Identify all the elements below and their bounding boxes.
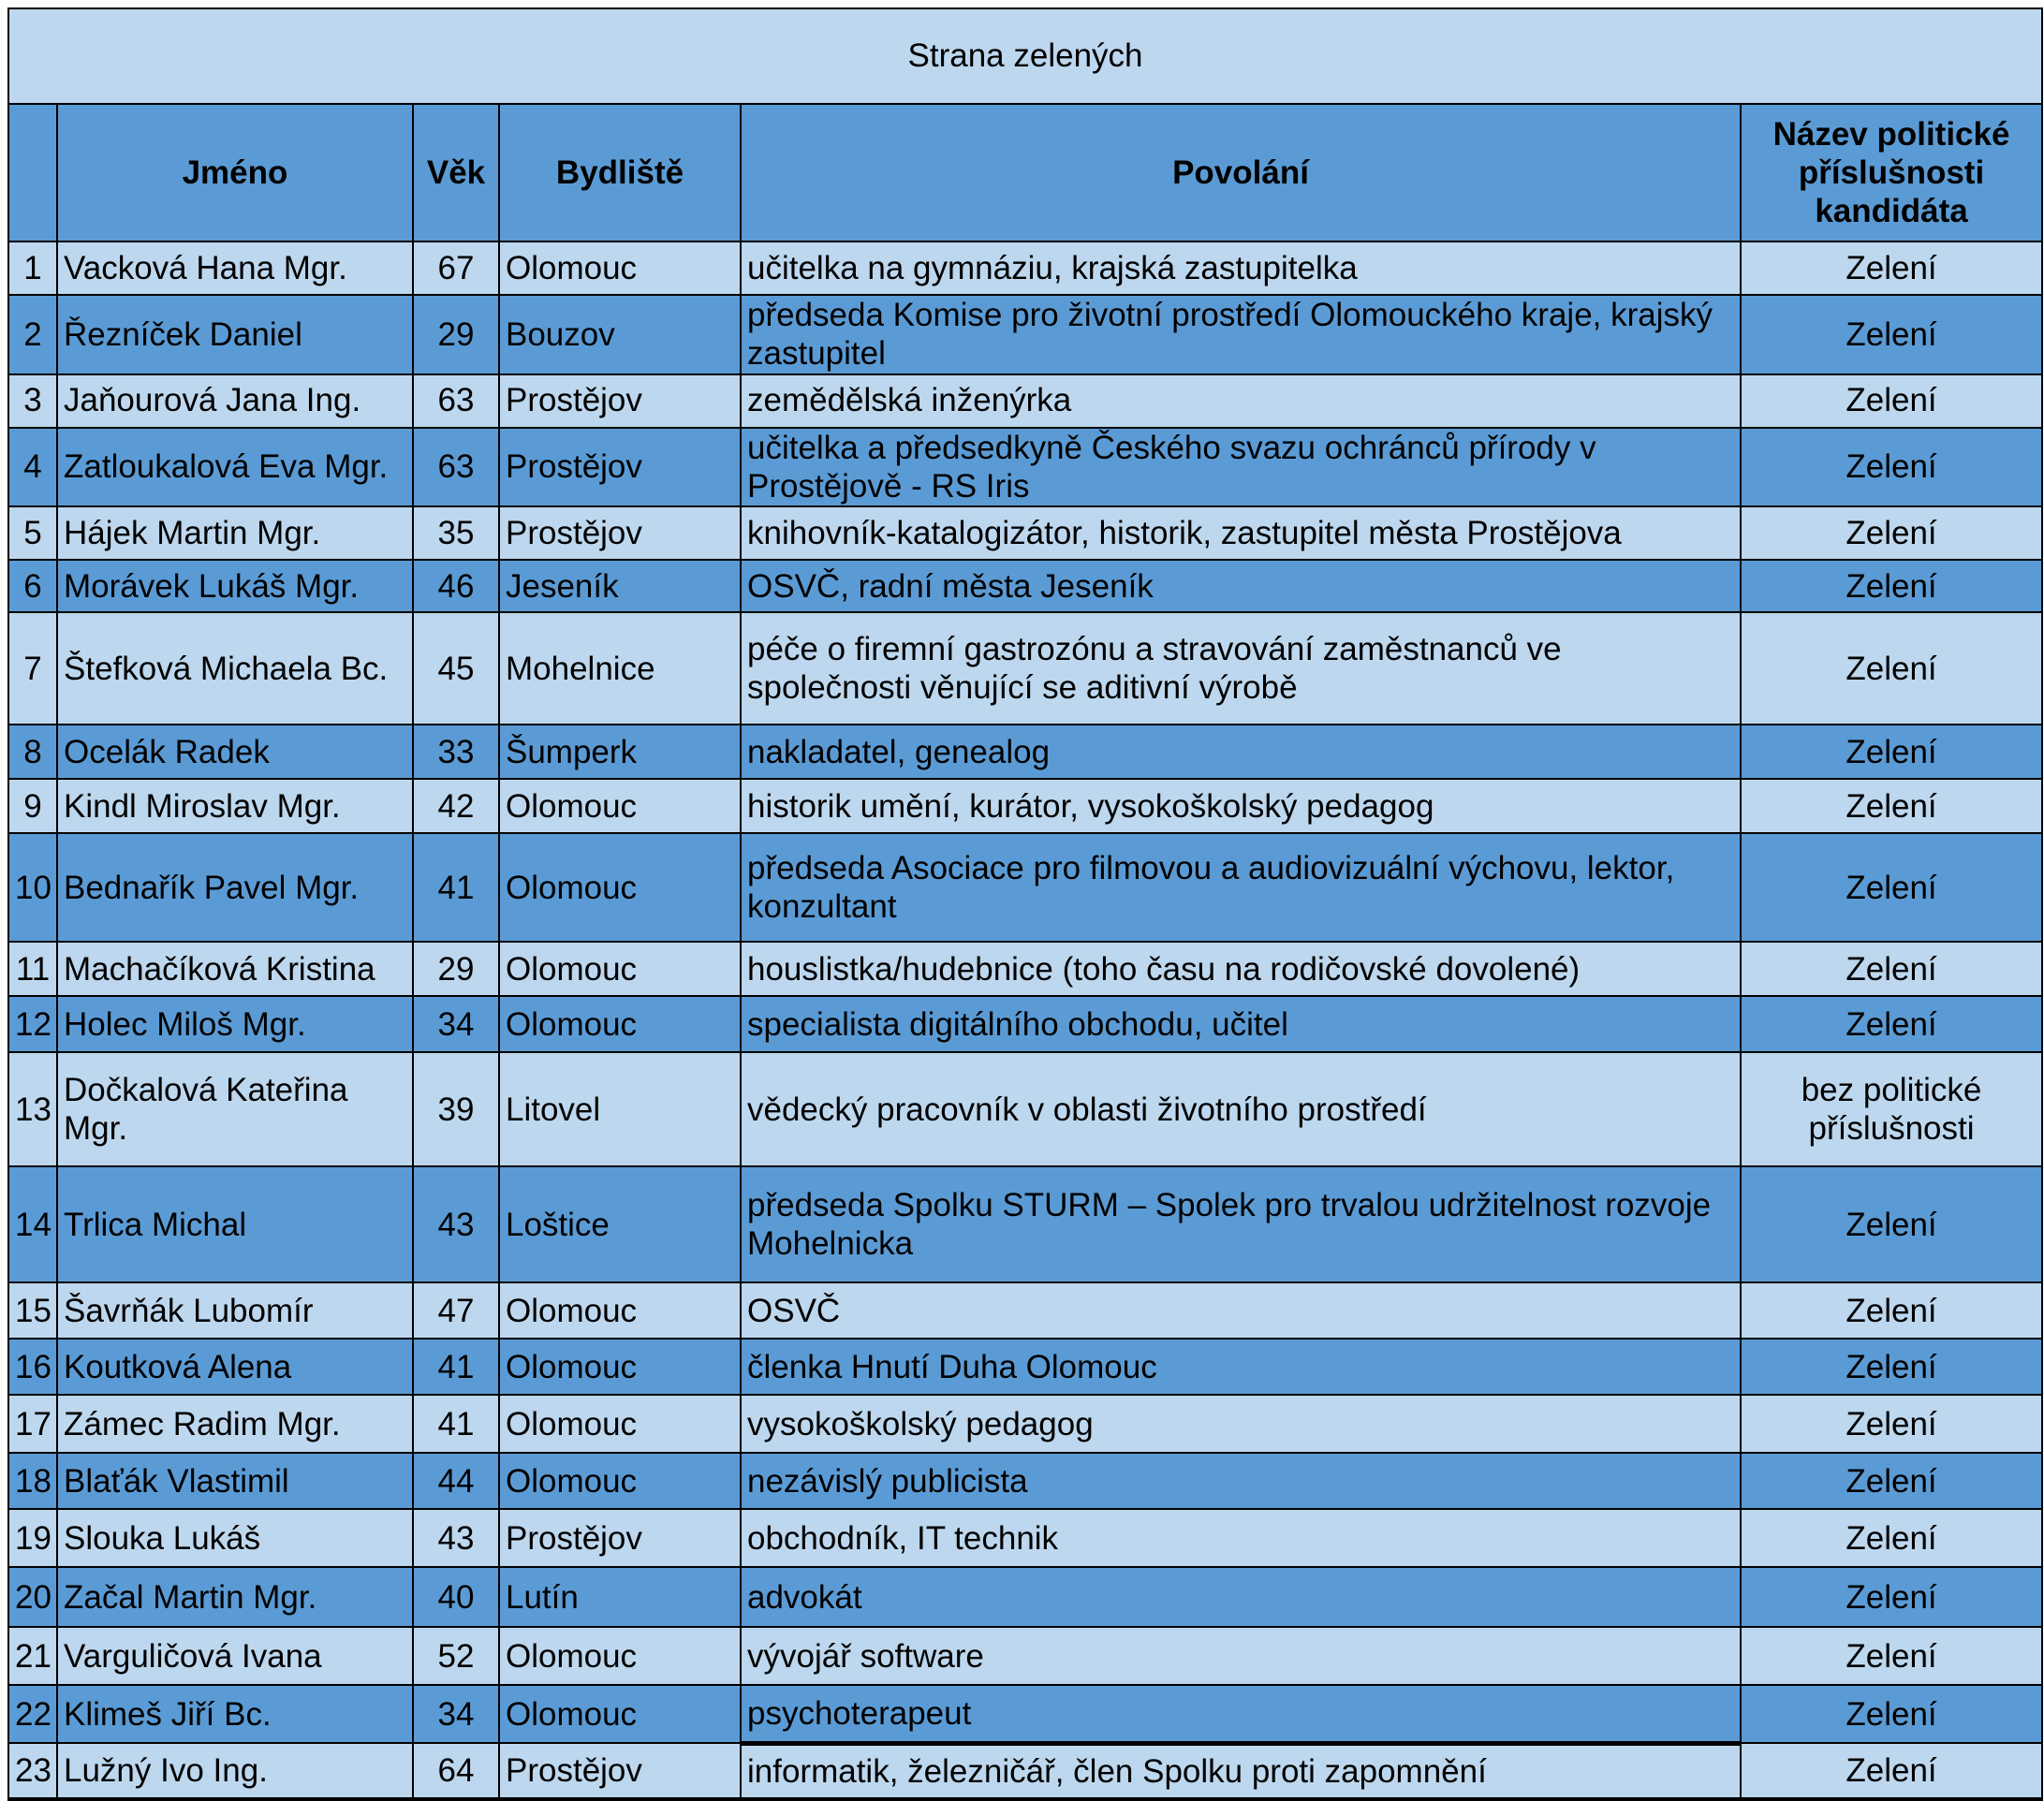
candidate-occupation: advokát	[741, 1567, 1741, 1627]
candidate-occupation: obchodník, IT technik	[741, 1509, 1741, 1567]
candidate-age: 52	[413, 1627, 499, 1685]
candidate-affiliation: Zelení	[1741, 833, 2042, 942]
candidate-name: Machačíková Kristina	[57, 942, 413, 996]
candidate-age: 44	[413, 1453, 499, 1509]
row-number: 3	[8, 374, 57, 428]
candidate-name: Kindl Miroslav Mgr.	[57, 779, 413, 833]
candidate-affiliation: Zelení	[1741, 506, 2042, 560]
header-name: Jméno	[57, 104, 413, 242]
table-row	[8, 1627, 2042, 1685]
candidate-occupation: houslistka/hudebnice (toho času na rodičovské dovolené)	[741, 942, 1741, 996]
row-number: 4	[8, 428, 57, 507]
candidate-name: Blaťák Vlastimil	[57, 1453, 413, 1509]
candidate-name: Klimeš Jiří Bc.	[57, 1685, 413, 1743]
table-row	[8, 1395, 2042, 1453]
candidate-age: 33	[413, 725, 499, 779]
candidate-residence: Olomouc	[499, 996, 741, 1052]
candidate-residence: Olomouc	[499, 1339, 741, 1395]
header-row	[8, 104, 2042, 242]
candidate-age: 43	[413, 1166, 499, 1282]
row-number: 16	[8, 1339, 57, 1395]
table-row	[8, 942, 2042, 996]
candidate-age: 41	[413, 1395, 499, 1453]
candidate-occupation: nakladatel, genealog	[741, 725, 1741, 779]
candidate-name: Dočkalová Kateřina Mgr.	[57, 1052, 413, 1166]
row-number: 6	[8, 560, 57, 612]
table-row	[8, 996, 2042, 1052]
candidate-age: 41	[413, 1339, 499, 1395]
candidate-occupation: specialista digitálního obchodu, učitel	[741, 996, 1741, 1052]
table-row	[8, 1509, 2042, 1567]
row-number: 2	[8, 295, 57, 374]
table-row	[8, 1052, 2042, 1166]
candidate-residence: Olomouc	[499, 1627, 741, 1685]
candidate-occupation: nezávislý publicista	[741, 1453, 1741, 1509]
row-number: 9	[8, 779, 57, 833]
candidate-name: Zatloukalová Eva Mgr.	[57, 428, 413, 507]
candidate-affiliation: Zelení	[1741, 1166, 2042, 1282]
candidate-affiliation: Zelení	[1741, 942, 2042, 996]
candidate-affiliation: Zelení	[1741, 1509, 2042, 1567]
candidate-occupation: učitelka na gymnáziu, krajská zastupitelka	[741, 242, 1741, 295]
title-row	[8, 8, 2042, 104]
row-number: 22	[8, 1685, 57, 1743]
row-number: 21	[8, 1627, 57, 1685]
candidate-affiliation: Zelení	[1741, 1567, 2042, 1627]
row-number: 10	[8, 833, 57, 942]
row-number: 5	[8, 506, 57, 560]
candidate-residence: Olomouc	[499, 942, 741, 996]
candidate-affiliation: Zelení	[1741, 1453, 2042, 1509]
candidate-name: Jaňourová Jana Ing.	[57, 374, 413, 428]
candidate-name: Šavrňák Lubomír	[57, 1282, 413, 1339]
candidate-residence: Prostějov	[499, 374, 741, 428]
candidate-age: 42	[413, 779, 499, 833]
row-number: 19	[8, 1509, 57, 1567]
header-number	[8, 104, 57, 242]
header-political-affiliation: Název politické příslušnosti kandidáta	[1741, 104, 2042, 242]
row-number: 23	[8, 1743, 57, 1799]
candidate-affiliation: Zelení	[1741, 428, 2042, 507]
candidate-age: 47	[413, 1282, 499, 1339]
candidate-occupation: vysokoškolský pedagog	[741, 1395, 1741, 1453]
row-number: 17	[8, 1395, 57, 1453]
candidate-occupation: OSVČ, radní města Jeseník	[741, 560, 1741, 612]
candidate-occupation: knihovník-katalogizátor, historik, zastupitel města Prostějova	[741, 506, 1741, 560]
candidate-affiliation: Zelení	[1741, 725, 2042, 779]
table-row	[8, 1282, 2042, 1339]
candidate-residence: Olomouc	[499, 1282, 741, 1339]
candidate-affiliation: Zelení	[1741, 1339, 2042, 1395]
candidate-occupation: OSVČ	[741, 1282, 1741, 1339]
candidate-residence: Lutín	[499, 1567, 741, 1627]
header-age: Věk	[413, 104, 499, 242]
candidate-name: Lužný Ivo Ing.	[57, 1743, 413, 1799]
table-row	[8, 612, 2042, 725]
table-row	[8, 1339, 2042, 1395]
candidate-occupation: vědecký pracovník v oblasti životního prostředí	[741, 1052, 1741, 1166]
candidate-sheet	[7, 7, 2041, 1801]
candidate-residence: Bouzov	[499, 295, 741, 374]
candidate-affiliation: Zelení	[1741, 560, 2042, 612]
table-row	[8, 560, 2042, 612]
candidate-occupation: informatik, železničář, člen Spolku proti zapomnění	[741, 1743, 1741, 1799]
candidate-name: Ocelák Radek	[57, 725, 413, 779]
table-row	[8, 295, 2042, 374]
row-number: 13	[8, 1052, 57, 1166]
candidate-residence: Olomouc	[499, 1453, 741, 1509]
table-row	[8, 1166, 2042, 1282]
candidate-occupation: psychoterapeut	[741, 1685, 1741, 1743]
candidate-affiliation: bez politické příslušnosti	[1741, 1052, 2042, 1166]
candidate-affiliation: Zelení	[1741, 1685, 2042, 1743]
header-occupation: Povolání	[741, 104, 1741, 242]
candidate-affiliation: Zelení	[1741, 1395, 2042, 1453]
candidate-occupation: vývojář software	[741, 1627, 1741, 1685]
candidate-occupation: předseda Spolku STURM – Spolek pro trvalou udržitelnost rozvoje Mohelnicka	[741, 1166, 1741, 1282]
table-row	[8, 1453, 2042, 1509]
candidate-occupation: historik umění, kurátor, vysokoškolský pedagog	[741, 779, 1741, 833]
candidate-age: 43	[413, 1509, 499, 1567]
candidate-age: 63	[413, 374, 499, 428]
candidate-residence: Šumperk	[499, 725, 741, 779]
candidate-name: Začal Martin Mgr.	[57, 1567, 413, 1627]
candidate-age: 34	[413, 996, 499, 1052]
table-row	[8, 779, 2042, 833]
candidate-residence: Loštice	[499, 1166, 741, 1282]
candidate-name: Řezníček Daniel	[57, 295, 413, 374]
candidate-affiliation: Zelení	[1741, 1282, 2042, 1339]
candidate-name: Holec Miloš Mgr.	[57, 996, 413, 1052]
table-row	[8, 1567, 2042, 1627]
candidate-residence: Litovel	[499, 1052, 741, 1166]
candidate-residence: Olomouc	[499, 833, 741, 942]
candidate-residence: Prostějov	[499, 1509, 741, 1567]
candidate-age: 39	[413, 1052, 499, 1166]
candidate-table	[7, 7, 2043, 1801]
table-title: Strana zelených	[8, 8, 2042, 104]
candidate-residence: Prostějov	[499, 1743, 741, 1799]
candidate-occupation: předseda Komise pro životní prostředí Olomouckého kraje, krajský zastupitel	[741, 295, 1741, 374]
candidate-affiliation: Zelení	[1741, 1627, 2042, 1685]
candidate-residence: Prostějov	[499, 506, 741, 560]
table-body	[8, 242, 2042, 1799]
candidate-residence: Olomouc	[499, 1685, 741, 1743]
candidate-name: Slouka Lukáš	[57, 1509, 413, 1567]
row-number: 20	[8, 1567, 57, 1627]
candidate-residence: Jeseník	[499, 560, 741, 612]
candidate-age: 41	[413, 833, 499, 942]
candidate-age: 46	[413, 560, 499, 612]
candidate-affiliation: Zelení	[1741, 779, 2042, 833]
row-number: 7	[8, 612, 57, 725]
candidate-age: 40	[413, 1567, 499, 1627]
candidate-occupation: učitelka a předsedkyně Českého svazu ochránců přírody v Prostějově - RS Iris	[741, 428, 1741, 507]
candidate-age: 45	[413, 612, 499, 725]
row-number: 14	[8, 1166, 57, 1282]
candidate-affiliation: Zelení	[1741, 996, 2042, 1052]
table-row	[8, 374, 2042, 428]
candidate-name: Zámec Radim Mgr.	[57, 1395, 413, 1453]
table-row	[8, 242, 2042, 295]
candidate-age: 29	[413, 295, 499, 374]
candidate-age: 35	[413, 506, 499, 560]
candidate-age: 34	[413, 1685, 499, 1743]
candidate-affiliation: Zelení	[1741, 295, 2042, 374]
row-number: 18	[8, 1453, 57, 1509]
candidate-residence: Mohelnice	[499, 612, 741, 725]
candidate-affiliation: Zelení	[1741, 374, 2042, 428]
candidate-affiliation: Zelení	[1741, 612, 2042, 725]
table-row	[8, 1743, 2042, 1799]
candidate-occupation: zemědělská inženýrka	[741, 374, 1741, 428]
row-number: 11	[8, 942, 57, 996]
candidate-age: 63	[413, 428, 499, 507]
candidate-name: Varguličová Ivana	[57, 1627, 413, 1685]
candidate-occupation: členka Hnutí Duha Olomouc	[741, 1339, 1741, 1395]
row-number: 1	[8, 242, 57, 295]
table-row	[8, 506, 2042, 560]
candidate-residence: Olomouc	[499, 779, 741, 833]
candidate-name: Vacková Hana Mgr.	[57, 242, 413, 295]
candidate-residence: Prostějov	[499, 428, 741, 507]
candidate-name: Hájek Martin Mgr.	[57, 506, 413, 560]
row-number: 12	[8, 996, 57, 1052]
candidate-age: 67	[413, 242, 499, 295]
candidate-occupation: předseda Asociace pro filmovou a audiovizuální výchovu, lektor, konzultant	[741, 833, 1741, 942]
candidate-age: 29	[413, 942, 499, 996]
table-row	[8, 833, 2042, 942]
table-row	[8, 725, 2042, 779]
candidate-residence: Olomouc	[499, 1395, 741, 1453]
candidate-name: Trlica Michal	[57, 1166, 413, 1282]
table-row	[8, 428, 2042, 507]
candidate-affiliation: Zelení	[1741, 1743, 2042, 1799]
candidate-affiliation: Zelení	[1741, 242, 2042, 295]
row-number: 8	[8, 725, 57, 779]
row-number: 15	[8, 1282, 57, 1339]
table-row	[8, 1685, 2042, 1743]
candidate-name: Koutková Alena	[57, 1339, 413, 1395]
header-residence: Bydliště	[499, 104, 741, 242]
candidate-name: Morávek Lukáš Mgr.	[57, 560, 413, 612]
candidate-residence: Olomouc	[499, 242, 741, 295]
candidate-name: Bednařík Pavel Mgr.	[57, 833, 413, 942]
candidate-occupation: péče o firemní gastrozónu a stravování zaměstnanců ve společnosti věnující se aditivní výrobě	[741, 612, 1741, 725]
candidate-age: 64	[413, 1743, 499, 1799]
candidate-name: Štefková Michaela Bc.	[57, 612, 413, 725]
